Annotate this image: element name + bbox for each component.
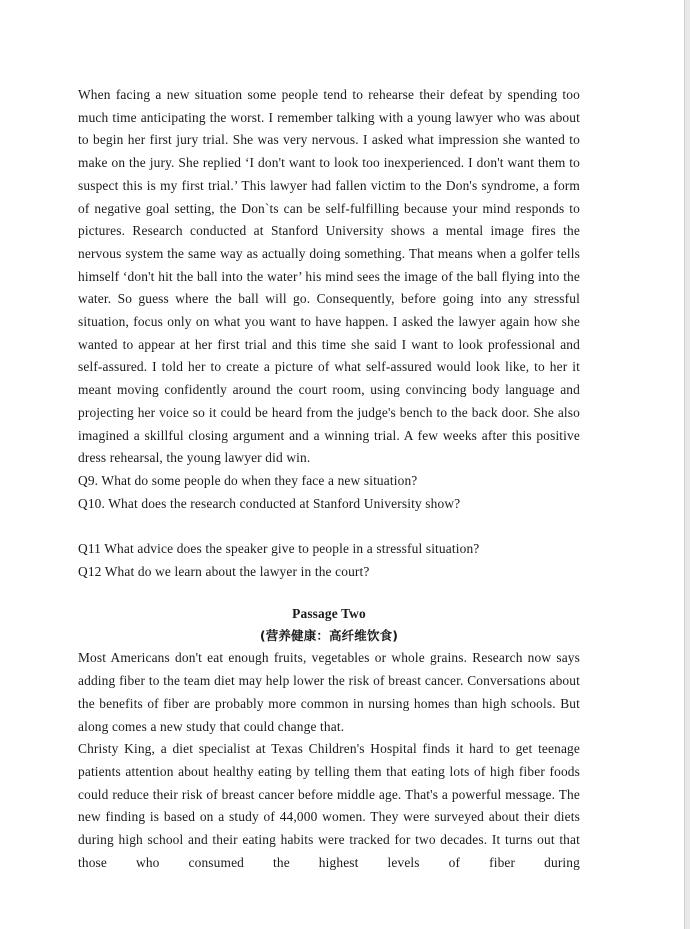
- page-edge: [685, 0, 690, 929]
- question-10: Q10. What does the research conducted at Stanford University show?: [78, 495, 461, 511]
- passage-two-subtitle: (营养健康：高纤维饮食): [259, 628, 399, 644]
- document-content: [78, 84, 580, 874]
- question-11: Q11 What advice does the speaker give to people in a stressful situation?: [78, 541, 480, 557]
- question-12: Q12 What do we learn about the lawyer in the court?: [78, 563, 370, 579]
- passage-two-paragraph-1: Most Americans don't eat enough fruits, vegetables or whole grains. Research now says adding fiber to the team diet may help lower the risk of breast cancer. Conversations about the benefits of fiber are probably more common in nursing homes than high schools. But along comes a new study that could change that.: [78, 650, 580, 734]
- passage-one-paragraph: When facing a new situation some people tend to rehearse their defeat by spending too much time anticipating the worst. I remember talking with a young lawyer who was about to begin her first jury trial. She was very nervous. I asked what impression she wanted to make on the jury. She replied ‘I don't want to look too inexperienced. I don't want them to suspect this is my first trial.’ This lawyer had fallen victim to the Don's syndrome, a form of negative goal setting, the Don`ts can be self-fulfilling because your mind responds to pictures. Research conducted at Stanford University shows a mental image fires the nervous system the same way as actually doing something. That means when a golfer tells himself ‘don't hit the ball into the water’ his mind sees the image of the ball flying into the water. So guess where the ball will go. Consequently, before going into any stressful situation, focus only on what you want to have happen. I asked the lawyer again how she wanted to appear at her first trial and this time she said I want to look professional and self-assured. I told her to create a picture of what self-assured would look like, to her it meant moving confidently around the court room, using convincing body language and projecting her voice so it could be heard from the judge's bench to the back door. She also imagined a skillful closing argument and a winning trial. A few weeks after this positive dress rehearsal, the young lawyer did win.: [78, 87, 580, 466]
- passage-two-paragraph-2: Christy King, a diet specialist at Texas Children's Hospital finds it hard to get teenage patients attention about healthy eating by telling them that eating lots of high fiber foods could reduce their risk of breast cancer before middle age. That's a powerful message. The new finding is based on a study of 44,000 women. They were surveyed about their diets during high school and their eating habits were tracked for two decades. It turns out that those who consumed the highest levels of fiber during: [78, 741, 580, 870]
- question-9: Q9. What do some people do when they face a new situation?: [78, 472, 418, 488]
- spacer: [78, 515, 580, 538]
- spacer: [78, 583, 580, 603]
- passage-two-title: Passage Two: [292, 606, 366, 622]
